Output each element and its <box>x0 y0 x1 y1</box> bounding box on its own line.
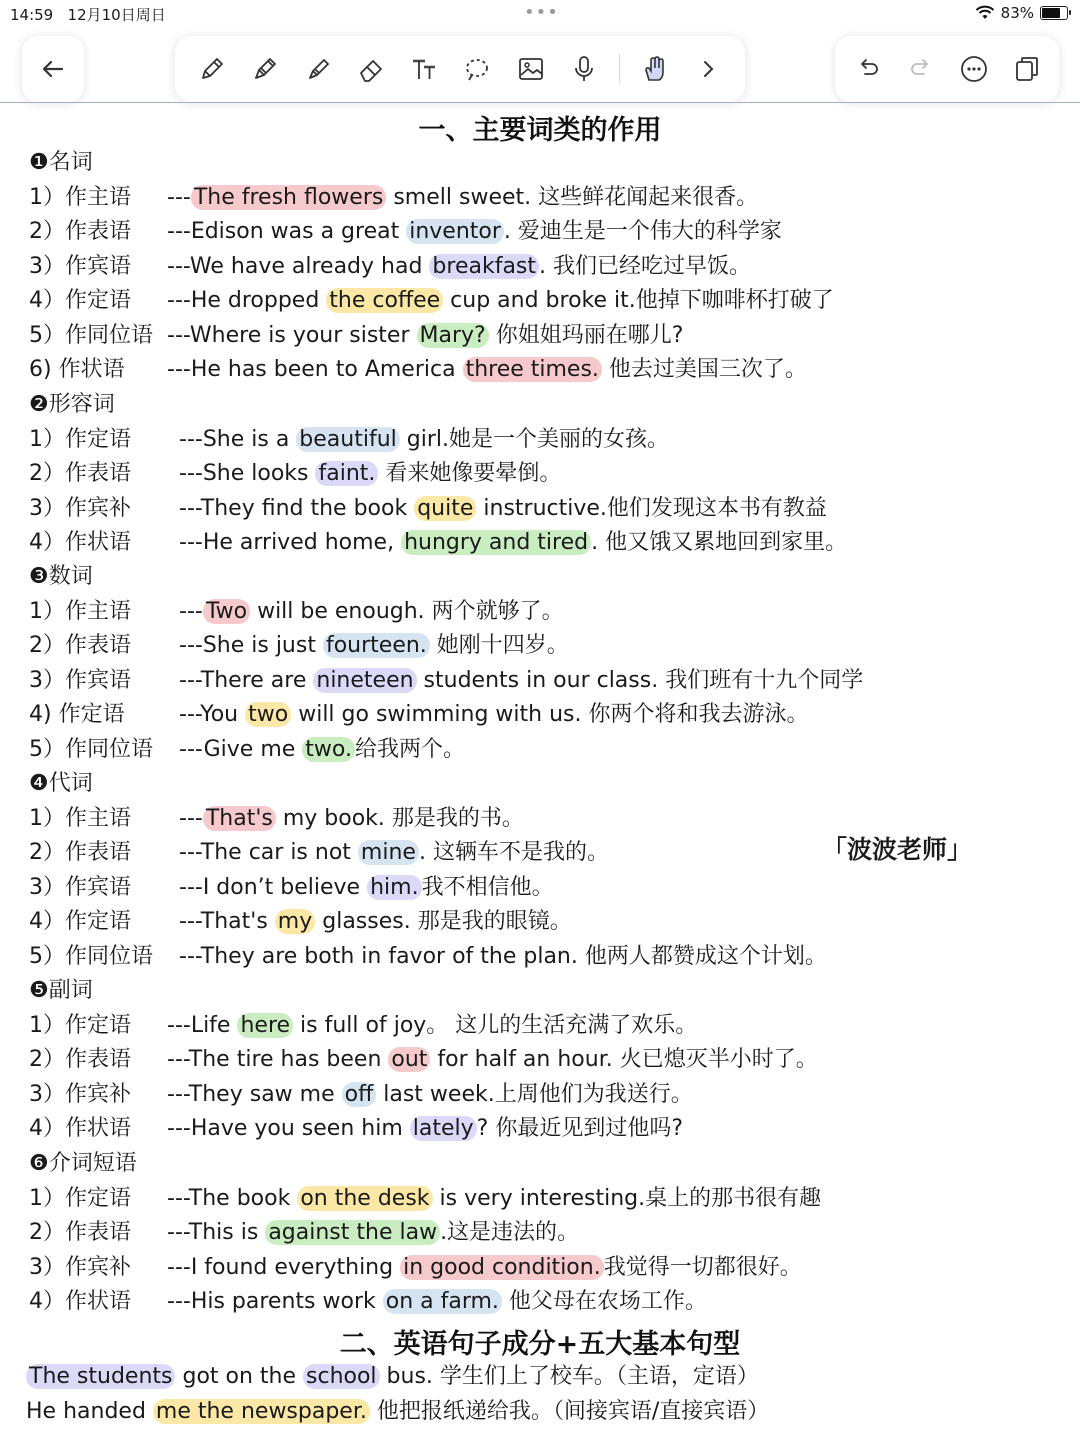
function-label: 5）作同位语 <box>29 943 153 969</box>
back-arrow-icon[interactable] <box>35 51 71 87</box>
text-segment: ---The car is not <box>179 840 358 865</box>
category-heading: ❺副词 <box>29 978 93 1003</box>
text-segment: cup and broke it.他掉下咖啡杯打破了 <box>443 288 834 313</box>
function-label: 3）作宾语 <box>29 253 131 279</box>
text-segment: 你姐姐玛丽在哪儿? <box>488 322 684 348</box>
function-label: 4) 作定语 <box>29 702 125 727</box>
toolbar-separator <box>619 54 620 84</box>
multitasking-dots[interactable]: ••• <box>524 2 559 23</box>
function-label: 2）作表语 <box>29 219 131 244</box>
text-segment: smell sweet. 这些鲜花闻起来很香。 <box>386 184 759 210</box>
example-line <box>29 1011 697 1041</box>
text-segment: 看来她像要晕倒。 <box>378 461 562 486</box>
battery-percent: 83% <box>1000 4 1034 22</box>
function-label: 2）作表语 <box>29 1047 131 1072</box>
highlight-blue: off <box>342 1082 377 1107</box>
text-segment: ? 你最近见到过他吗? <box>476 1116 684 1141</box>
text-segment: --- <box>179 805 203 831</box>
text-segment: 给我两个。 <box>354 736 465 762</box>
highlight-pink: The fresh flowers <box>191 185 387 210</box>
text-tool-icon[interactable] <box>406 51 442 87</box>
microphone-icon[interactable] <box>566 51 602 87</box>
pages-icon[interactable] <box>1009 51 1045 87</box>
text-segment: ---They find the book <box>179 495 415 521</box>
text-segment: .这是违法的。 <box>440 1220 580 1245</box>
example-line <box>29 528 847 558</box>
text-segment: ---She is just <box>179 633 323 658</box>
function-label: 3）作宾补 <box>29 495 131 521</box>
highlight-purple: breakfast <box>429 254 539 279</box>
function-label: 3）作宾补 <box>29 1254 131 1280</box>
function-label: 3）作宾补 <box>29 1081 131 1107</box>
text-segment: ---I found everything <box>167 1254 401 1280</box>
text-segment: 他去过美国三次了。 <box>601 357 807 382</box>
example-line <box>29 631 569 661</box>
function-label: 1）作定语 <box>29 1185 131 1211</box>
highlight-purple: school <box>303 1364 380 1389</box>
example-line <box>29 286 834 316</box>
function-label: 4）作定语 <box>29 909 131 934</box>
example-line <box>29 321 683 351</box>
function-label: 1）作主语 <box>29 805 131 831</box>
highlight-purple: faint. <box>315 461 378 486</box>
text-segment: girl.她是一个美丽的女孩。 <box>399 426 669 452</box>
text-segment: 我不相信他。 <box>421 874 554 900</box>
highlight-blue: fourteen. <box>323 633 430 658</box>
text-segment: bus. 学生们上了校车。（主语，定语） <box>379 1364 759 1389</box>
text-segment: ---The book <box>167 1185 298 1211</box>
text-segment: instructive.他们发现这本书有教益 <box>476 495 827 521</box>
text-segment: ---This is <box>167 1220 266 1245</box>
text-segment: glasses. 那是我的眼镜。 <box>315 909 572 934</box>
highlight-pink: Two <box>203 599 250 624</box>
eraser-icon[interactable] <box>353 51 389 87</box>
undo-icon[interactable] <box>850 51 886 87</box>
text-segment: 她刚十四岁。 <box>429 633 569 658</box>
text-segment: ---Give me <box>179 736 303 762</box>
text-segment: ---Edison was a great <box>167 219 407 244</box>
example-line <box>29 1045 818 1075</box>
example-line <box>29 494 827 524</box>
highlighter-icon[interactable] <box>300 51 336 87</box>
status-right <box>975 4 1068 22</box>
example-line <box>29 252 751 282</box>
fountain-pen-icon[interactable] <box>247 51 283 87</box>
text-segment: 他把报纸递给我。（间接宾语/直接宾语） <box>369 1399 770 1424</box>
example-line <box>29 666 863 696</box>
function-label: 1）作主语 <box>29 598 131 624</box>
highlight-green: hungry and tired <box>401 530 591 555</box>
example-line <box>29 183 758 213</box>
image-icon[interactable] <box>513 51 549 87</box>
text-segment: ---Where is your sister <box>167 322 417 348</box>
category-heading: ❹代词 <box>29 771 93 796</box>
text-segment: ---He dropped <box>167 288 327 313</box>
text-segment: will go swimming with us. 你两个将和我去游泳。 <box>291 702 809 727</box>
highlight-pink: out <box>388 1047 430 1072</box>
example-line <box>29 425 669 455</box>
category-heading: ❶名词 <box>29 150 93 175</box>
function-label: 4）作定语 <box>29 288 131 313</box>
text-segment: my book. 那是我的书。 <box>275 805 524 831</box>
text-segment: --- <box>167 184 191 210</box>
highlight-pink: three times. <box>463 357 602 382</box>
highlight-blue: on a farm. <box>383 1289 502 1314</box>
text-segment: . 他又饿又累地回到家里。 <box>591 530 848 555</box>
tools-toolbar <box>175 36 745 102</box>
example-line <box>29 1080 693 1110</box>
example-line <box>29 942 827 972</box>
text-segment: ---Life <box>167 1012 238 1038</box>
battery-icon <box>1040 6 1068 20</box>
highlight-purple: The students <box>26 1364 175 1389</box>
example-line <box>29 597 564 627</box>
text-segment: 他父母在农场工作。 <box>501 1289 707 1314</box>
highlight-green: two. <box>302 737 355 762</box>
highlight-pink: That's <box>203 806 276 831</box>
text-segment: ---His parents work <box>167 1289 383 1314</box>
highlight-pink: in good condition. <box>400 1255 604 1280</box>
more-icon[interactable] <box>956 51 992 87</box>
text-segment: will be enough. 两个就够了。 <box>250 598 564 624</box>
text-segment: ---He has been to America <box>167 357 463 382</box>
sentence-example <box>26 1362 759 1392</box>
text-segment: He handed <box>26 1399 153 1424</box>
text-segment: for half an hour. 火已熄灭半小时了。 <box>430 1047 818 1072</box>
text-segment: is full of joy。 这儿的生活充满了欢乐。 <box>293 1012 698 1038</box>
function-label: 1）作定语 <box>29 426 131 452</box>
highlight-green: here <box>237 1013 293 1038</box>
text-segment: ---That's <box>179 909 275 934</box>
example-line <box>29 1184 821 1214</box>
function-label: 1）作主语 <box>29 184 131 210</box>
highlight-yellow: on the desk <box>297 1186 432 1211</box>
text-segment: last week.上周他们为我送行。 <box>376 1081 693 1107</box>
text-segment: ---There are <box>179 667 314 693</box>
example-line <box>29 700 808 730</box>
function-label: 5）作同位语 <box>29 736 153 762</box>
example-line <box>29 873 554 903</box>
text-segment: ---He arrived home, <box>179 530 402 555</box>
pencil-icon[interactable] <box>194 51 230 87</box>
highlight-blue: inventor <box>406 219 504 244</box>
text-segment: ---You <box>179 702 246 727</box>
category-heading: ❸数词 <box>29 564 93 589</box>
example-line <box>29 459 561 489</box>
function-label: 4）作状语 <box>29 530 131 555</box>
function-label: 5）作同位语 <box>29 322 153 348</box>
example-line <box>29 355 807 385</box>
section-title-1: 一、主要词类的作用 <box>418 115 662 146</box>
function-label: 3）作宾语 <box>29 667 131 693</box>
highlight-yellow: quite <box>414 496 476 521</box>
highlight-blue: mine <box>358 840 419 865</box>
highlight-purple: lately <box>410 1116 477 1141</box>
actions-toolbar <box>835 36 1059 102</box>
highlight-purple: him. <box>367 875 421 900</box>
text-segment: . 爱迪生是一个伟大的科学家 <box>503 219 782 244</box>
example-line <box>29 1287 707 1317</box>
text-segment: got on the <box>175 1364 304 1389</box>
example-line <box>29 838 609 868</box>
text-segment: ---I don’t believe <box>179 874 368 900</box>
function-label: 4）作状语 <box>29 1116 131 1141</box>
hand-icon[interactable] <box>637 51 673 87</box>
example-line <box>29 907 572 937</box>
function-label: 4）作状语 <box>29 1289 131 1314</box>
chevron-right-icon[interactable] <box>690 51 726 87</box>
example-line <box>29 1114 683 1144</box>
lasso-icon[interactable] <box>459 51 495 87</box>
section-title-2: 二、英语句子成分+五大基本句型 <box>339 1329 741 1360</box>
text-segment: ---They are both in favor of the plan. 他两人都赞成这个计划。 <box>179 943 827 969</box>
example-line <box>29 735 465 765</box>
back-toolbar <box>22 36 84 102</box>
text-segment: ---She is a <box>179 426 297 452</box>
text-segment: ---She looks <box>179 461 316 486</box>
highlight-yellow: my <box>275 909 315 934</box>
text-segment: 我觉得一切都很好。 <box>603 1254 802 1280</box>
text-segment: students in our class. 我们班有十九个同学 <box>416 667 864 693</box>
highlight-yellow: me the newspaper. <box>153 1399 370 1424</box>
example-line <box>29 1218 579 1248</box>
example-line <box>29 1253 802 1283</box>
highlight-green: Mary? <box>417 323 489 348</box>
text-segment: --- <box>179 598 203 624</box>
example-line <box>29 217 782 247</box>
signature: 「波波老师」 <box>822 835 973 864</box>
sentence-example <box>26 1397 769 1427</box>
function-label: 1）作定语 <box>29 1012 131 1038</box>
highlight-purple: nineteen <box>313 668 416 693</box>
text-segment: is very interesting.桌上的那书很有趣 <box>432 1185 822 1211</box>
page-top-divider <box>0 102 1080 103</box>
highlight-yellow: the coffee <box>326 288 443 313</box>
highlight-yellow: two <box>245 702 291 727</box>
function-label: 6) 作状语 <box>29 357 125 382</box>
highlight-green: against the law <box>265 1220 440 1245</box>
function-label: 2）作表语 <box>29 633 131 658</box>
text-segment: ---We have already had <box>167 253 430 279</box>
redo-icon[interactable] <box>903 51 939 87</box>
category-heading: ❷形容词 <box>29 392 115 417</box>
status-bar <box>0 0 1080 28</box>
function-label: 3）作宾语 <box>29 874 131 900</box>
function-label: 2）作表语 <box>29 461 131 486</box>
text-segment: . 我们已经吃过早饭。 <box>539 253 752 279</box>
text-segment: . 这辆车不是我的。 <box>418 840 609 865</box>
text-segment: ---The tire has been <box>167 1047 389 1072</box>
function-label: 2）作表语 <box>29 840 131 865</box>
category-heading: ❻介词短语 <box>29 1151 137 1176</box>
text-segment: ---Have you seen him <box>167 1116 410 1141</box>
text-segment: ---They saw me <box>167 1081 342 1107</box>
status-time-date: 14:59 12月10日周日 <box>10 6 166 24</box>
wifi-icon <box>975 5 995 21</box>
example-line <box>29 804 524 834</box>
highlight-blue: beautiful <box>296 427 399 452</box>
function-label: 2）作表语 <box>29 1220 131 1245</box>
